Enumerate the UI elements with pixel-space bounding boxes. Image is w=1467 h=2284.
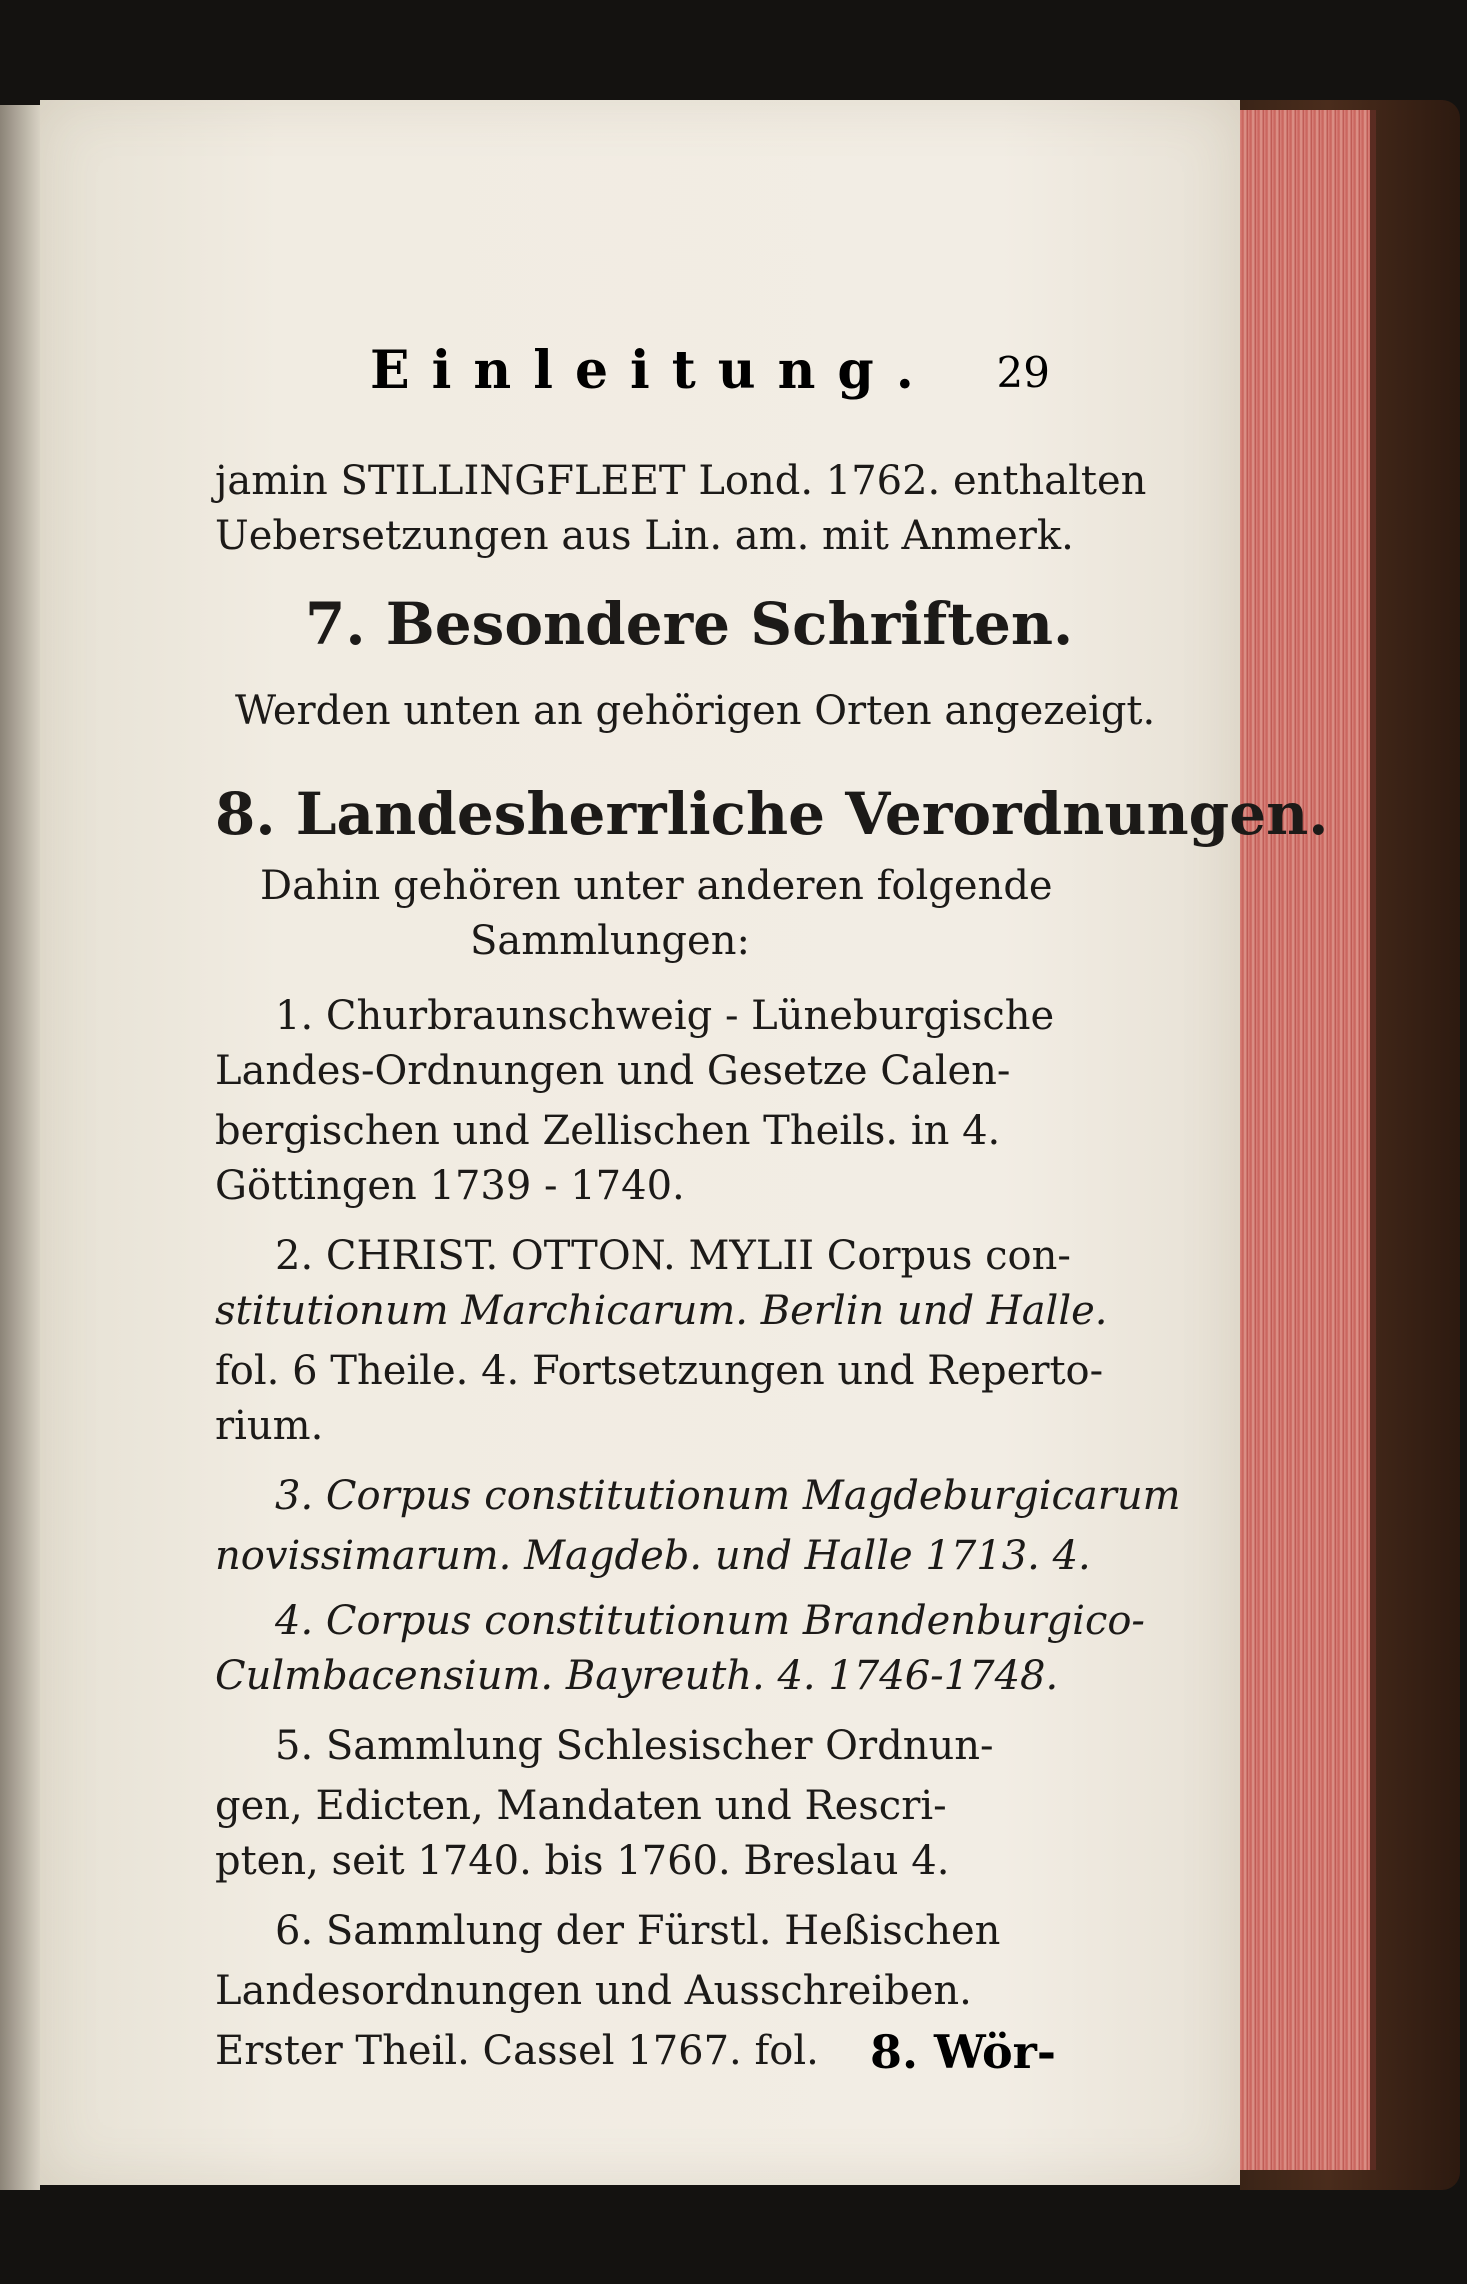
text-line: Dahin gehören unter anderen folgende <box>260 863 1053 909</box>
list-item-line: Landesordnungen und Ausschreiben. <box>215 1968 972 2014</box>
running-head <box>370 340 1070 400</box>
text-line: Werden unten an gehörigen Orten angezeigt. <box>235 688 1156 734</box>
list-item-line: Landes-Ordnungen und Gesetze Calen- <box>215 1048 1011 1094</box>
facing-page-edge <box>0 105 40 2190</box>
page-number: 29 <box>996 348 1050 397</box>
list-item-line: rium. <box>215 1403 324 1449</box>
list-item-line: pten, seit 1740. bis 1760. Breslau 4. <box>215 1838 950 1884</box>
list-item-line: 2. CHRIST. OTTON. MYLII Corpus con- <box>275 1233 1071 1279</box>
list-item-line: 1. Churbraunschweig - Lüneburgische <box>275 993 1055 1039</box>
catchword: 8. Wör- <box>870 2025 1056 2079</box>
list-item-line: 5. Sammlung Schlesischer Ordnun- <box>275 1723 994 1769</box>
list-item-line: bergischen und Zellischen Theils. in 4. <box>215 1108 1001 1154</box>
list-item-line: 4. Corpus constitutionum Brandenburgico- <box>275 1598 1145 1644</box>
page-edges <box>1240 110 1376 2170</box>
list-item-line: novissimarum. Magdeb. und Halle 1713. 4. <box>215 1533 1091 1579</box>
section-heading-8: 8. Landesherrliche Verordnungen. <box>215 780 1329 848</box>
text-line: Sammlungen: <box>470 918 750 964</box>
list-item-line: gen, Edicten, Mandaten und Rescri- <box>215 1783 947 1829</box>
list-item-line: Erster Theil. Cassel 1767. fol. <box>215 2028 819 2074</box>
section-heading-7: 7. Besondere Schriften. <box>305 590 1074 658</box>
list-item-line: Culmbacensium. Bayreuth. 4. 1746-1748. <box>215 1653 1059 1699</box>
text-line: Uebersetzungen aus Lin. am. mit Anmerk. <box>215 513 1074 559</box>
list-item-line: Göttingen 1739 - 1740. <box>215 1163 685 1209</box>
text-line: jamin STILLINGFLEET Lond. 1762. enthalten <box>215 458 1147 504</box>
page-header-title: Einleitung. <box>370 340 936 401</box>
list-item-line: fol. 6 Theile. 4. Fortsetzungen und Reperto- <box>215 1348 1104 1394</box>
list-item-line: 6. Sammlung der Fürstl. Heßischen <box>275 1908 1001 1954</box>
list-item-line: 3. Corpus constitutionum Magdeburgicarum <box>275 1473 1181 1519</box>
book-page <box>40 100 1329 2185</box>
list-item-line: stitutionum Marchicarum. Berlin und Halle. <box>215 1288 1108 1334</box>
